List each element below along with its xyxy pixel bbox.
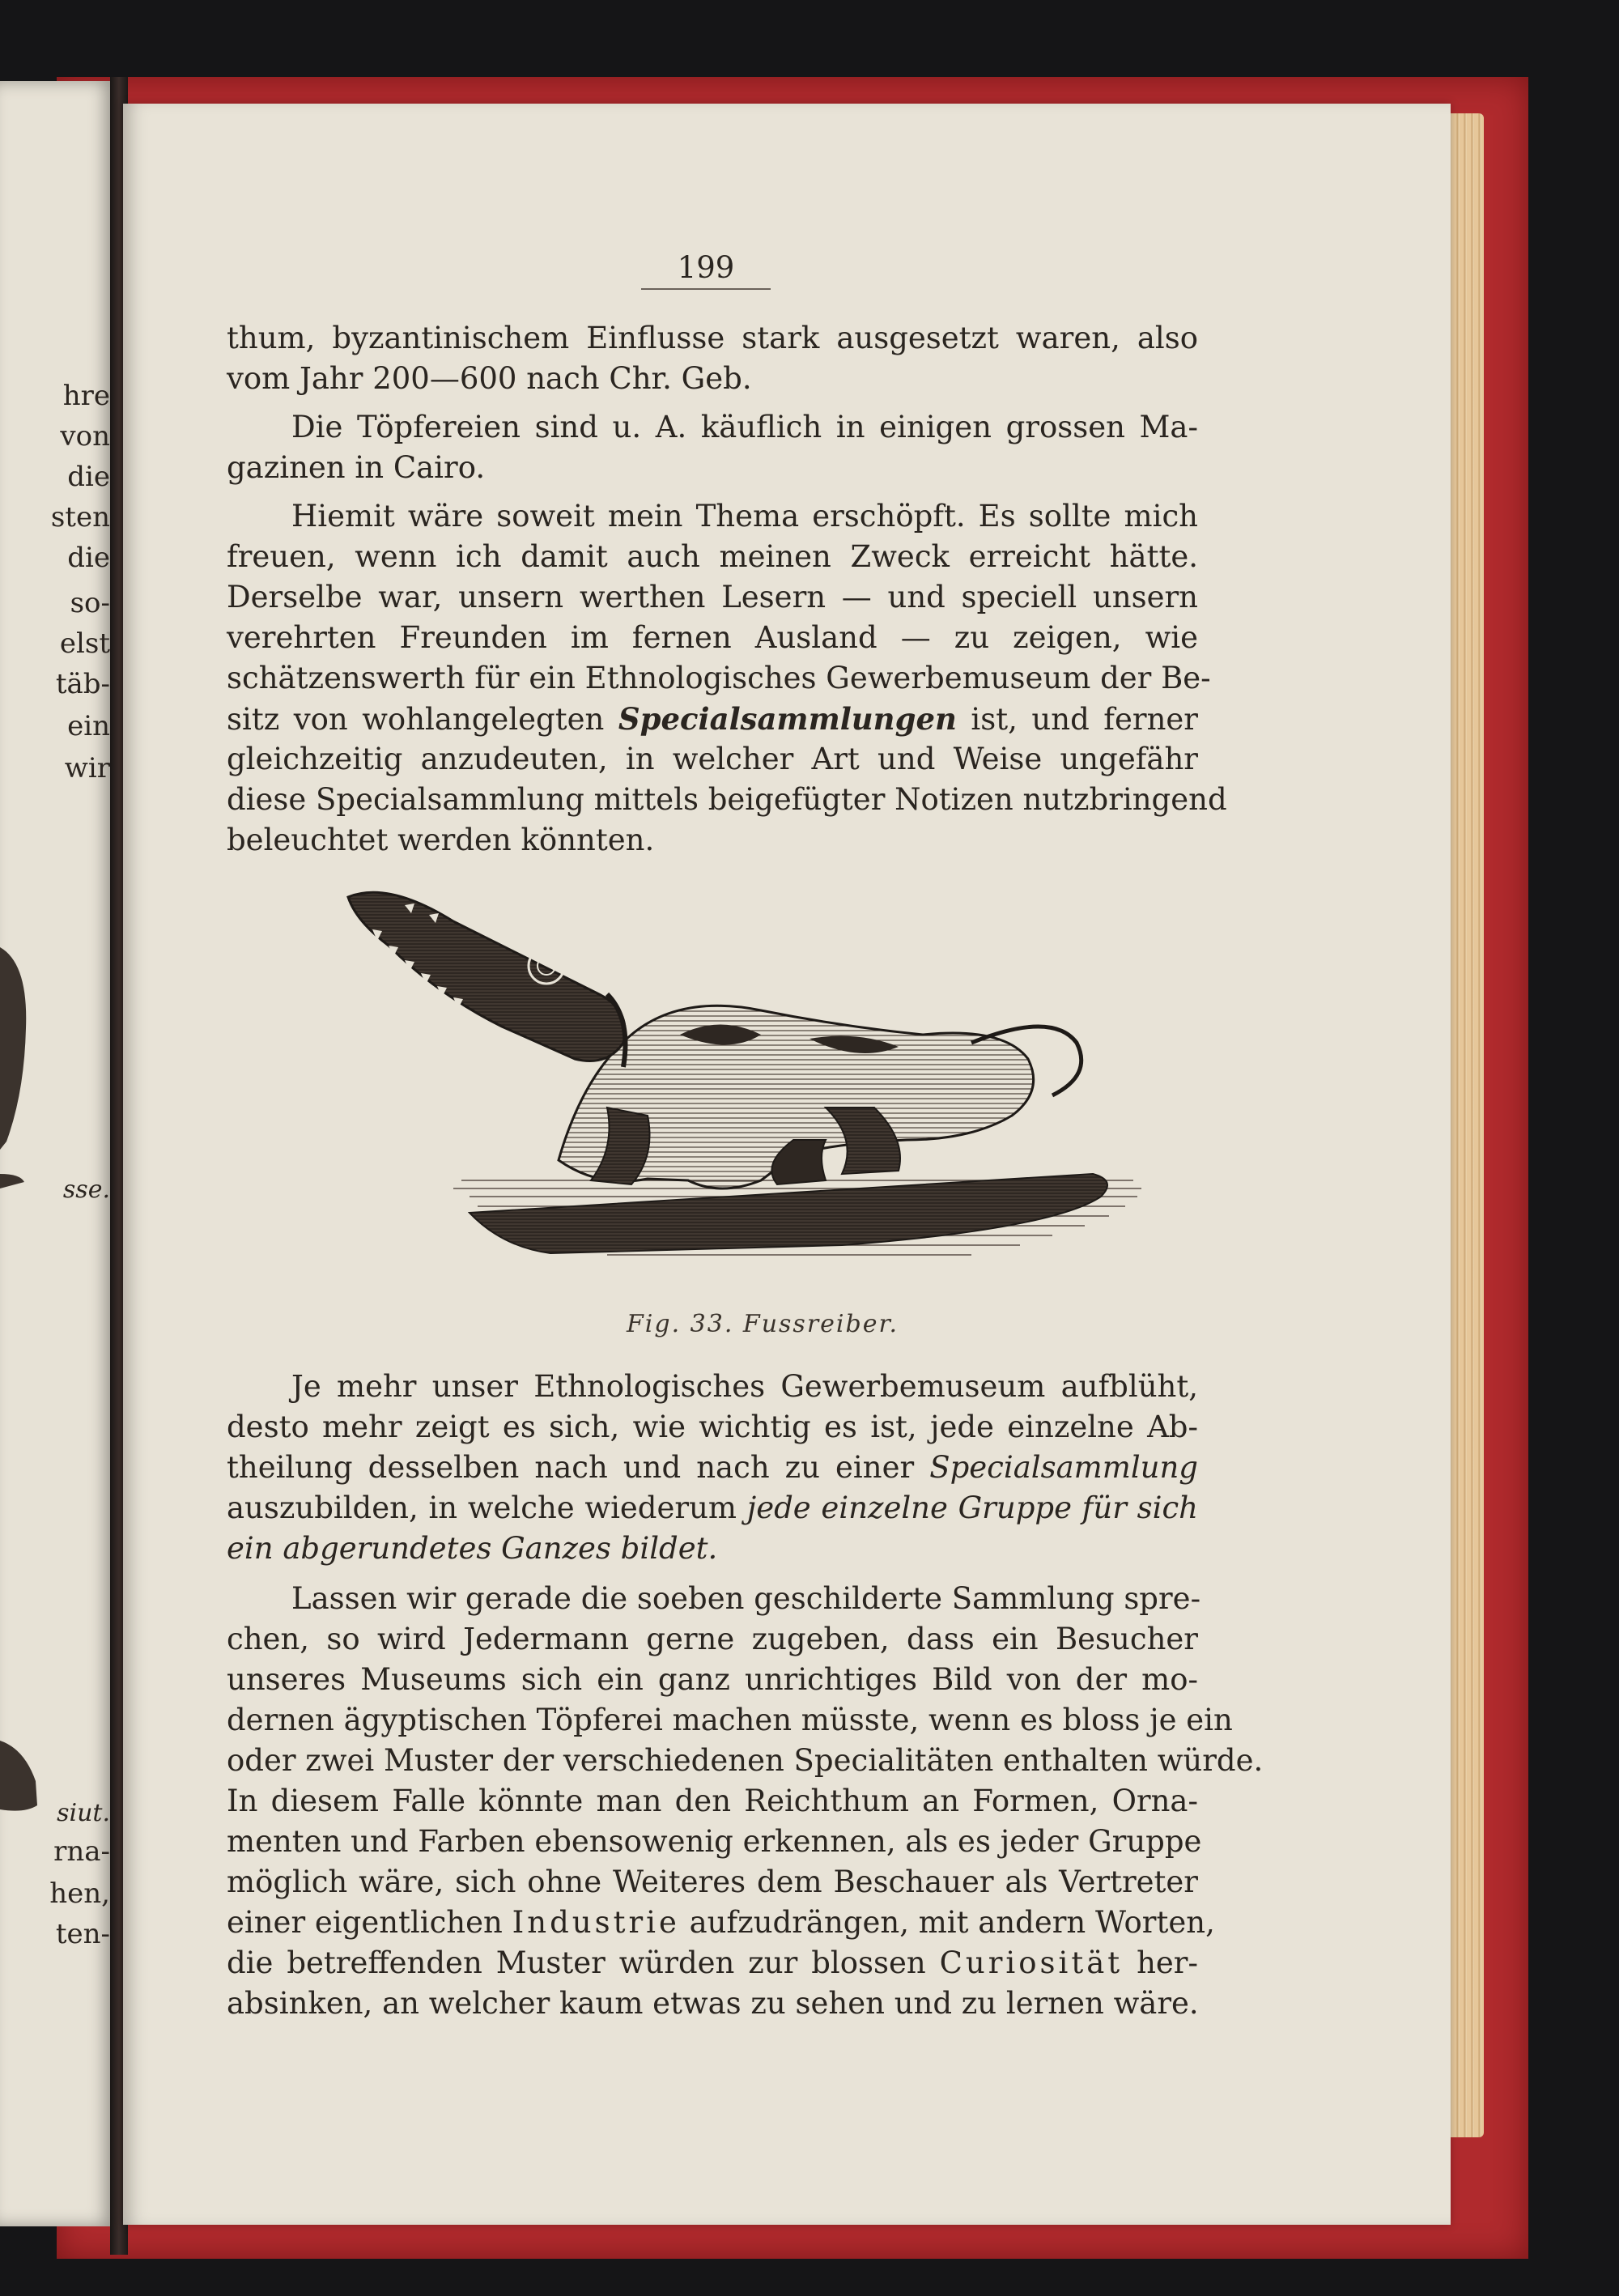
text-line [227, 1943, 1198, 1983]
left-fragment: hen, [49, 1877, 110, 1910]
text-line: beleuchtet werden könnten. [227, 823, 655, 857]
left-fragment: täb- [55, 668, 110, 700]
text-line: chen, so wird Jedermann gerne zugeben, dass ein Besucher [227, 1622, 1198, 1656]
text-line: thum, byzantinischem Einflusse stark ausgesetzt waren, also [227, 321, 1198, 355]
text-run: sitz von wohlangelegten [227, 702, 618, 737]
page-number: 199 [677, 250, 735, 285]
text-line: gazinen in Cairo. [227, 450, 486, 485]
left-fragment: elst [59, 627, 110, 660]
text-line: oder zwei Muster der verschiedenen Specialitäten enthalten würde. [227, 1743, 1264, 1778]
text-line: menten und Farben ebensowenig erkennen, als es jeder Gruppe [227, 1824, 1202, 1859]
left-facing-page [0, 81, 115, 2226]
italic-run: ein abgerundetes Ganzes bildet. [227, 1531, 718, 1566]
text-line: möglich wäre, sich ohne Weiteres dem Beschauer als Vertreter [227, 1864, 1198, 1899]
text-line: freuen, wenn ich damit auch meinen Zweck erreicht hätte. [227, 539, 1198, 574]
left-fragment: hre [62, 380, 110, 412]
text-run: her- [1123, 1945, 1198, 1980]
page-edges [1445, 113, 1484, 2137]
left-fragment: ten- [55, 1918, 110, 1950]
text-line: In diesem Falle könnte man den Reichthum an Formen, Orna- [227, 1784, 1198, 1818]
text-line [227, 1448, 1198, 1488]
text-line [227, 1529, 717, 1569]
left-fragment: rna- [53, 1835, 110, 1868]
left-page-text-fragments [0, 81, 115, 2226]
italic-specialsammlung: Specialsammlung [929, 1450, 1198, 1485]
text-line: Hiemit wäre soweit mein Thema erschöpft. Es sollte mich [291, 499, 1198, 534]
left-fragment: siut. [57, 1799, 110, 1827]
emphasis-specialsammlungen: Specialsammlungen [618, 701, 957, 737]
spaced-industrie: Industrie [512, 1905, 680, 1940]
left-fragment: wir [64, 752, 110, 784]
text-line: dernen ägyptischen Töpferei machen müsste, wenn es bloss je ein [227, 1703, 1233, 1737]
crocodile-foot-scrubber-illustration [340, 873, 1198, 1326]
text-line [227, 1488, 1198, 1529]
text-line: verehrten Freunden im fernen Ausland — zu zeigen, wie [227, 620, 1198, 655]
text-line: Lassen wir gerade die soeben geschilderte Sammlung spre- [291, 1581, 1201, 1616]
text-run: auszubilden, in welche wiederum [227, 1490, 747, 1525]
text-line: unseres Museums sich ein ganz unrichtiges Bild von der mo- [227, 1662, 1198, 1697]
left-fragment: sten [50, 501, 110, 534]
text-line: desto mehr zeigt es sich, wie wichtig es ist, jede einzelne Ab- [227, 1409, 1198, 1444]
text-line: gleichzeitig anzudeuten, in welcher Art und Weise ungefähr [227, 742, 1198, 776]
italic-run: jede einzelne Gruppe für sich [746, 1490, 1198, 1525]
text-line: Die Töpfereien sind u. A. käuflich in einigen grossen Ma- [291, 410, 1198, 444]
page-number-rule [641, 288, 771, 290]
figure-caption: Fig. 33. Fussreiber. [626, 1310, 899, 1338]
left-fragment: die [67, 461, 110, 493]
left-fragment: sse. [62, 1176, 110, 1204]
left-fragment: so- [70, 587, 110, 619]
text-run: aufzudrängen, mit andern Worten, [679, 1905, 1215, 1940]
text-line: schätzenswerth für ein Ethnologisches Gewerbemuseum der Be- [227, 661, 1211, 695]
text-line [227, 699, 1198, 739]
text-line: Je mehr unser Ethnologisches Gewerbemuseum aufblüht, [291, 1369, 1198, 1404]
left-fragment: ein [67, 710, 110, 742]
left-page-illustration [0, 1733, 40, 1830]
book-page [123, 104, 1451, 2225]
text-line [227, 1903, 1215, 1943]
text-line: Derselbe war, unsern werthen Lesern — und speciell unsern [227, 580, 1198, 614]
left-fragment: die [67, 542, 110, 574]
figure-fussreiber [340, 873, 1198, 1326]
text-run: die betreffenden Muster würden zur blossen [227, 1945, 940, 1980]
text-line: absinken, an welcher kaum etwas zu sehen und zu lernen wäre. [227, 1986, 1199, 2021]
text-run: ist, und ferner [956, 702, 1198, 737]
text-line: diese Specialsammlung mittels beigefügter Notizen nutzbringend [227, 782, 1227, 817]
left-fragment: von [60, 420, 110, 453]
text-line: vom Jahr 200—600 nach Chr. Geb. [227, 361, 752, 396]
text-run: theilung desselben nach und nach zu einer [227, 1450, 930, 1485]
text-run: einer eigentlichen [227, 1905, 512, 1940]
spaced-curiositaet: Curiosität [939, 1945, 1124, 1980]
left-page-illustration [0, 931, 32, 1190]
